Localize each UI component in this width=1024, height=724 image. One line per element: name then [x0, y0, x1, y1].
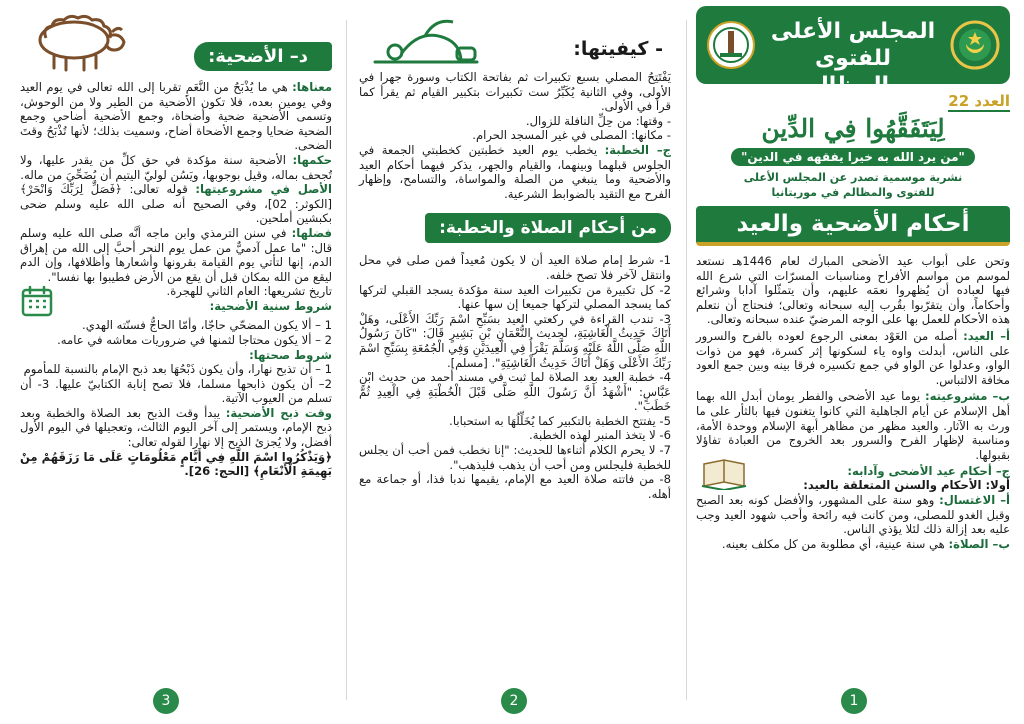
- column-divider: [686, 20, 687, 700]
- page-number-2: 2: [501, 688, 527, 714]
- udhiya-title: د– الأضحية:: [208, 46, 308, 67]
- validity-1: 1 – أن تذبح نهارا، وأن يكون ذَبْحُهَا بعد ذبح الإمام بالنسبة للمأموم: [23, 362, 332, 377]
- prayer-icon: [365, 8, 485, 66]
- rulings-banner: [425, 213, 671, 243]
- emblem-icon: [950, 20, 1000, 70]
- ruling-text: الأضحية سنة مؤكدة في حق كلِّ من يقدر عليها، ولا تُجحف بماله، وقيل بوجوبها، ويَسُن لوليّ اليتيم أن يُضَحِّيَ من ماله.: [20, 152, 332, 182]
- slogan: لِيَتَفَقَّهُوا فِي الدِّين: [761, 114, 945, 143]
- issue-number: العدد 22: [948, 92, 1010, 110]
- rulings-title: من أحكام الصلاة والخطبة:: [439, 218, 657, 239]
- sheep-icon: [24, 10, 128, 72]
- rule-1: 1- شرط إمام صلاة العيد أن لا يكون مُعيداً فمن صلى في محل وانتقل لآخر فلا تصح خلفه.: [359, 253, 671, 282]
- hadith-quote: "من يرد الله به خيرا يفقهه في الدين": [731, 148, 975, 166]
- org-name-line2: للفتوى والمظالم: [803, 46, 903, 98]
- calendar-icon: [20, 284, 54, 318]
- how-title: - كيفيتها:: [573, 38, 663, 60]
- quran-verse: ﴿وَيَذْكُرُوا اسْمَ اللَّهِ فِي أَيَّامٍ مَعْلُومَاتٍ عَلَى مَا رَزَقَهُمْ مِنْ بَهِيمَةِ الْأَنْعَامِ﴾ [الحج: 26].: [20, 449, 332, 479]
- condition-1: 1 – ألا يكون المضحّي حاجّا، وأمّا الحاجُّ فسنّته الهدي.: [82, 318, 332, 333]
- condition-2: 2 – ألا يكون محتاجا لثمنها في ضروريات معاشه في عامه.: [57, 332, 332, 347]
- page-2: [347, 0, 685, 724]
- page-1: [686, 0, 1024, 724]
- council-logo-icon: [706, 20, 756, 70]
- subtitle-line2: للفتوى والمظالم في موريتانيا: [771, 186, 935, 199]
- page-number-1: 1: [841, 688, 867, 714]
- salah-text: هي سنة عينية، أي مطلوبة من كل مكلف بعينه.: [721, 536, 945, 551]
- masthead: [696, 6, 1010, 98]
- rule-5: 5- يفتتح الخطبة بالتكبير كما يُخَلِّلُهَا به استحبابا.: [449, 413, 671, 428]
- article-title: أحكام الأضحية والعيد: [736, 211, 970, 237]
- virtue-label: فضلها:: [291, 225, 332, 240]
- date-text: تاريخ تشريعها: العام الثاني للهجرة.: [166, 284, 332, 299]
- page-number-3: 3: [153, 688, 179, 714]
- rule-8: 8- من فاتته صلاة العيد مع الإمام، يقيمها ندبا فذا، أو جماعة مع أهله.: [359, 472, 671, 501]
- subtitle-line1: نشرية موسمية تصدر عن المجلس الأعلى: [743, 171, 963, 184]
- rule-3: 3- تندب القراءة في ركعتي العيد بسَبِّحِ اسْمَ رَبِّكَ الأَعْلَى، وهَلْ أَتَاكَ حَدِيثُ الْغَاشِيَةِ، لحديث النُّعْمَانِ بْنِ بَشِيرٍ قَالَ: "كَانَ رَسُولُ اللَّهِ صَلَّى اللَّهُ عَلَيْهِ وَسَلَّمَ يَقْرَأُ فِي الْعِيدَيْنِ وَفِي الْجُمُعَةِ بِسَبِّحِ اسْمَ رَبِّكَ الأَعْلَى وَهَلْ أَتَاكَ حَدِيثُ الْغَاشِيَةِ". [مسلم].: [359, 311, 671, 370]
- basis-label: الأصل في مشروعيتها:: [195, 182, 333, 197]
- ghusl-text: وهو سنة على المشهور، والأفضل كونه بعد الصبح وقبل الغدو للمصلى، ومن كانت فيه رائحة وأحب شهود العيد وجب عليه بعد إزالة ذلك لئلا يؤذي الناس.: [696, 492, 1010, 537]
- rule-4: 4- خطبة العيد بعد الصلاة لما ثبت في مسند أحمد من حديث ابْنِ عَبَّاسٍ: "أَشْهَدُ أَنَّ رَسُولَ اللَّهِ صَلَّى قَبْلَ الْخُطْبَةِ فِي الْعِيدِ ثُمَّ خَطَبَ".: [359, 370, 671, 414]
- salah-label: ب– الصلاة:: [948, 536, 1010, 551]
- conditions-label: شروط سنية الأضحية:: [209, 298, 332, 313]
- page-3: [8, 0, 346, 724]
- quran-book-icon: [700, 456, 748, 490]
- validity-2: 2– أن يكون ذابحها مسلما، فلا تصح إنابة الكتابيّ عليها. 3- أن تسلم من العيوب الآتية.: [20, 376, 332, 406]
- how-text: يَفْتَتِحُ المصلي بسبع تكبيرات ثم بفاتحة الكتاب وسورة جهرا في الأولى، وفي الثانية يُكَبِّرُ ست تكبيرات بتكبير القيام ثم يقرأ كما قرأ في الأولى.: [359, 70, 671, 114]
- basis-text: قوله تعالى: ﴿فَصَلِّ لِرَبِّكَ وَانْحَرْ﴾ [الكوثر: 02]، وفي الصحيح أنه صلى الله عليه وسلم ضحى بكبشين أملحين.: [20, 182, 332, 226]
- org-name-line1: المجلس الأعلى: [770, 19, 936, 44]
- intro-paragraph: وتحن على أبواب عيد الأضحى المبارك لعام 1446هـ نستعد لموسم من مواسم الأفراح ومناسبات المسرّات التي شرع الله فيها لعباده أن يُظهروا نعمَه عليهم، وأن يتمثّلوا آدابا وشرائع وأحكاماً، وأن يتقرّبوا بقُرب إليه سبحانه وتعالى؛ فنحتاج أن نتعلم هذه الأحكام للعمل بها على الوجه المرضيّ عنده سبحانه وتعالى.: [696, 254, 1010, 327]
- time-text: - وقتها: من حِلِّ النافلة للزوال.: [525, 113, 671, 128]
- rule-6: 6- لا يتخذ المنبر لهذه الخطبة.: [529, 428, 671, 443]
- legitimacy-text: يوما عيد الأضحى والفطر يومان أبدل الله بهما أهل الإسلام عن أيام الجاهلية التي كانوا يتغنون فيها بالثأر على ما ورث به الآثار. والعيد مظهر من مظاهر أبهة الإسلام ووحدة الأمة، ومناسبة لإظهار الفرح والسرور بعد الخروج من العبادة تفاؤلا بقبولها.: [696, 389, 1010, 462]
- rule-7: 7- لا يحرم الكلام أثناءها للحديث: "إنا نخطب فمن أحب أن يجلس للخطبة فليجلس ومن أحب أن يذهب فليذهب".: [359, 443, 671, 472]
- khutba-label: ج– الخطبة:: [604, 142, 671, 157]
- ghusl-label: أ– الاغتسال:: [939, 492, 1011, 507]
- legitimacy-label: ب– مشروعيته:: [924, 389, 1010, 404]
- sunan-label: أولا: الأحكام والسنن المتعلقة بالعيد:: [803, 478, 1010, 493]
- eid-label: أ– العيد:: [963, 328, 1010, 343]
- rulings-label: ج– أحكام عيد الأضحى وآدابه:: [847, 464, 1010, 479]
- slaughter-time-text: يبدأ وقت الذبح بعد الصلاة والخطبة وبعد ذبح الإمام، ويستمر إلى آخر اليوم الثالث، وتعجيلها في اليوم الأول أفضل، ولا يُجزئ الذبح إلا نهارا لقوله تعالى:: [20, 405, 332, 450]
- meaning-label: معناها:: [292, 80, 333, 94]
- slaughter-time-label: وقت ذبح الأضحية:: [225, 405, 332, 420]
- rule-2: 2- كل تكبيرة من تكبيرات العيد سنة مؤكدة يسجد القبلي لتركها كما يسجد المصلي لتركها جميعا إن سها عنها.: [359, 282, 671, 312]
- article-title-banner: [696, 206, 1010, 246]
- ruling-label: حكمها:: [292, 152, 333, 167]
- validity-label: شروط صحتها:: [249, 347, 332, 362]
- khutba-text: يخطب يوم العيد خطبتين كخطبتي الجمعة في الجلوس قبلهما وبينهما، والقيام والجهر، يذكر فيهما أحكام العيد والأضحية وما ينبغي من الصلة والمواساة، والتسامح، وإظهار الفرح مع التقيد بالضوابط الشرعية.: [359, 142, 671, 201]
- virtue-text: في سنن الترمذي وابن ماجه أنَّه صلى الله عليه وسلم قال: "ما عمل آدميٌّ من عمل يوم النحر أحبَّ إلى الله من إهراق الدم، إنها لتأتي يوم القيامة بقرونها وأشعارها وأظلافها، وإن الدم ليقع من الله بمكان قبل أن يقع من الأرض فطيبوا بها نفسا".: [20, 225, 332, 284]
- eid-text: أصله من العَوْد بمعنى الرجوع لعوده بالفرح والسرور على الناس، أبدلت واوه ياء لسكونها إثر كسرة، فهو من ذوات الواو، وعدلوا عن الواو في جمع تكسيره فرقا بينه وبين جمع العود مخافة الالتباس.: [696, 328, 1010, 387]
- place-text: - مكانها: المصلى في غير المسجد الحرام.: [472, 128, 671, 143]
- udhiya-title-banner: [194, 42, 332, 71]
- meaning-text: هي ما يُذْبَحُ من النَّعَمِ تقربا إلى الله تعالى في يوم العيد وفي يومين بعده، فلا تكون الأضحية من الطير ولا من الوحوش، وتسمى الأضحية ضحية وأضحاة، وجمع الأضحية أضاحي وجمع الضحية ضحايا وجمع الأضحاة أضاح، وسميت بذلك؛ لأنها تُذْبَحُ وقتَ الضحى.: [20, 80, 332, 153]
